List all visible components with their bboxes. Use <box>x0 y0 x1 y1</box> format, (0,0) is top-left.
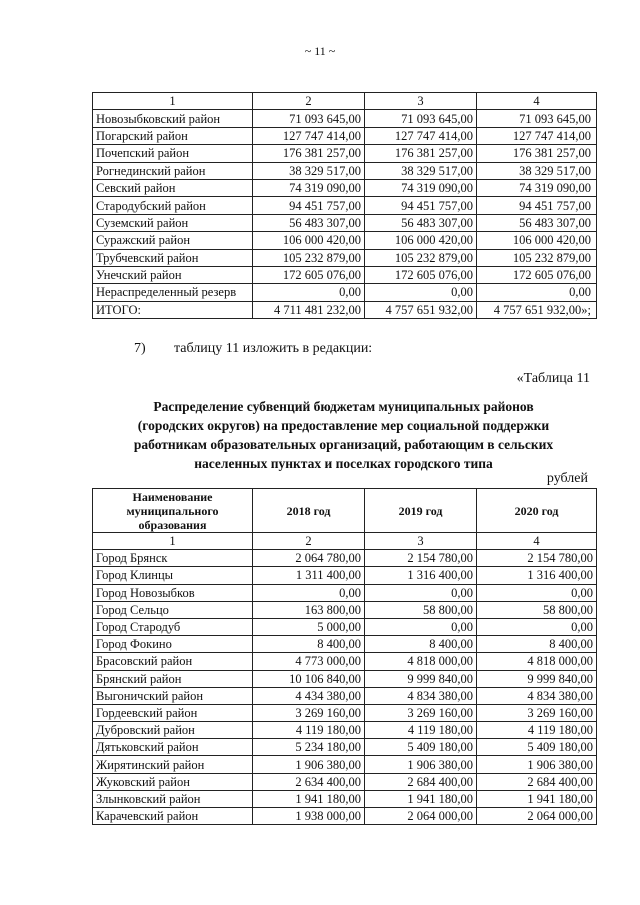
amount-cell: 58 800,00 <box>365 601 477 618</box>
amount-cell: 4 434 380,00 <box>253 687 365 704</box>
municipality-name: Выгоничский район <box>93 687 253 704</box>
amount-cell: 2 154 780,00 <box>365 550 477 567</box>
table-row <box>93 687 597 704</box>
amount-cell: 1 906 380,00 <box>253 756 365 773</box>
header-cell: 2020 год <box>477 489 597 533</box>
column-number-row <box>93 93 597 110</box>
amount-cell: 94 451 757,00 <box>253 197 365 214</box>
municipality-name: Злынковский район <box>93 790 253 807</box>
municipality-name: Брянский район <box>93 670 253 687</box>
table-row <box>93 301 597 318</box>
municipality-name: Дубровский район <box>93 722 253 739</box>
table-row <box>93 704 597 721</box>
municipality-name: Жирятинский район <box>93 756 253 773</box>
amount-cell: 94 451 757,00 <box>477 197 597 214</box>
column-number-cell: 1 <box>93 533 253 550</box>
municipality-name: Город Сельцо <box>93 601 253 618</box>
amount-cell: 105 232 879,00 <box>365 249 477 266</box>
amount-cell: 0,00 <box>477 584 597 601</box>
table-title-line: населенных пунктах и поселках городского типа <box>194 456 493 471</box>
municipality-name: Город Клинцы <box>93 567 253 584</box>
municipality-name: Почепский район <box>93 145 253 162</box>
amount-cell: 4 711 481 232,00 <box>253 301 365 318</box>
table-row <box>93 214 597 231</box>
table-row <box>93 670 597 687</box>
table-title-line: работникам образовательных организаций, работающим в сельских <box>133 437 554 452</box>
amount-cell: 94 451 757,00 <box>365 197 477 214</box>
municipality-name: Стародубский район <box>93 197 253 214</box>
table-row <box>93 773 597 790</box>
continuation-table <box>92 92 597 319</box>
amount-cell: 106 000 420,00 <box>365 232 477 249</box>
amount-cell: 71 093 645,00 <box>477 110 597 127</box>
amount-cell: 1 316 400,00 <box>477 567 597 584</box>
units-label: рублей <box>546 471 588 486</box>
municipality-name: Карачевский район <box>93 808 253 825</box>
amount-cell: 1 316 400,00 <box>365 567 477 584</box>
municipality-name: Город Новозыбков <box>93 584 253 601</box>
page-number: ~ 11 ~ <box>304 44 336 58</box>
amount-cell: 9 999 840,00 <box>477 670 597 687</box>
amount-cell: 0,00 <box>365 584 477 601</box>
amount-cell: 5 234 180,00 <box>253 739 365 756</box>
amount-cell: 8 400,00 <box>253 636 365 653</box>
amount-cell: 5 409 180,00 <box>365 739 477 756</box>
amount-cell: 172 605 076,00 <box>365 266 477 283</box>
amount-cell: 1 906 380,00 <box>365 756 477 773</box>
municipality-name: Суземский район <box>93 214 253 231</box>
amount-cell: 2 064 000,00 <box>477 808 597 825</box>
amount-cell: 176 381 257,00 <box>477 145 597 162</box>
item-number: 7) <box>134 341 146 356</box>
subsidies-table <box>92 488 597 825</box>
table-row <box>93 739 597 756</box>
municipality-name: Город Стародуб <box>93 618 253 635</box>
column-number-cell: 2 <box>253 93 365 110</box>
table-row <box>93 550 597 567</box>
table-row <box>93 266 597 283</box>
amount-cell: 105 232 879,00 <box>477 249 597 266</box>
table-row <box>93 197 597 214</box>
header-cell: 2019 год <box>365 489 477 533</box>
amount-cell: 127 747 414,00 <box>365 127 477 144</box>
amount-cell: 0,00 <box>477 284 597 301</box>
amount-cell: 4 773 000,00 <box>253 653 365 670</box>
amount-cell: 71 093 645,00 <box>365 110 477 127</box>
amount-cell: 127 747 414,00 <box>253 127 365 144</box>
column-number-cell: 3 <box>365 93 477 110</box>
amount-cell: 4 834 380,00 <box>477 687 597 704</box>
amount-cell: 8 400,00 <box>365 636 477 653</box>
municipality-name: Город Фокино <box>93 636 253 653</box>
amount-cell: 1 941 180,00 <box>477 790 597 807</box>
municipality-name: ИТОГО: <box>93 301 253 318</box>
municipality-name: Унечский район <box>93 266 253 283</box>
amount-cell: 2 684 400,00 <box>365 773 477 790</box>
column-number-cell: 1 <box>93 93 253 110</box>
amount-cell: 2 064 780,00 <box>253 550 365 567</box>
amount-cell: 8 400,00 <box>477 636 597 653</box>
table-row <box>93 636 597 653</box>
amount-cell: 172 605 076,00 <box>477 266 597 283</box>
amount-cell: 74 319 090,00 <box>253 179 365 196</box>
table-row <box>93 601 597 618</box>
amount-cell: 38 329 517,00 <box>365 162 477 179</box>
amount-cell: 56 483 307,00 <box>365 214 477 231</box>
table-row <box>93 110 597 127</box>
amount-cell: 38 329 517,00 <box>253 162 365 179</box>
table-row <box>93 232 597 249</box>
column-number-cell: 2 <box>253 533 365 550</box>
table-title-line: Распределение субвенций бюджетам муниципальных районов <box>153 399 534 414</box>
column-number-row <box>93 533 597 550</box>
amount-cell: 106 000 420,00 <box>253 232 365 249</box>
amount-cell: 3 269 160,00 <box>365 704 477 721</box>
table-row <box>93 808 597 825</box>
amount-cell: 4 119 180,00 <box>365 722 477 739</box>
table-row <box>93 722 597 739</box>
amount-cell: 0,00 <box>365 284 477 301</box>
column-number-cell: 4 <box>477 93 597 110</box>
amount-cell: 1 906 380,00 <box>477 756 597 773</box>
municipality-name: Рогнединский район <box>93 162 253 179</box>
amount-cell: 2 684 400,00 <box>477 773 597 790</box>
municipality-name: Жуковский район <box>93 773 253 790</box>
amount-cell: 176 381 257,00 <box>365 145 477 162</box>
table-row <box>93 618 597 635</box>
amount-cell: 1 311 400,00 <box>253 567 365 584</box>
municipality-name: Новозыбковский район <box>93 110 253 127</box>
municipality-name: Брасовский район <box>93 653 253 670</box>
amount-cell: 105 232 879,00 <box>253 249 365 266</box>
municipality-name: Суражский район <box>93 232 253 249</box>
table-row <box>93 249 597 266</box>
item-text: таблицу 11 изложить в редакции: <box>174 341 373 356</box>
table-row <box>93 145 597 162</box>
amount-cell: 56 483 307,00 <box>253 214 365 231</box>
amount-cell: 74 319 090,00 <box>365 179 477 196</box>
table-title-line: (городских округов) на предоставление мер социальной поддержки <box>137 418 550 433</box>
table-label: «Таблица 11 <box>516 371 590 386</box>
table-row <box>93 756 597 773</box>
amount-cell: 56 483 307,00 <box>477 214 597 231</box>
amount-cell: 127 747 414,00 <box>477 127 597 144</box>
header-cell: 2018 год <box>253 489 365 533</box>
municipality-name: Трубчевский район <box>93 249 253 266</box>
municipality-name: Севский район <box>93 179 253 196</box>
amount-cell: 9 999 840,00 <box>365 670 477 687</box>
amount-cell: 4 757 651 932,00 <box>365 301 477 318</box>
amount-cell: 1 941 180,00 <box>253 790 365 807</box>
amount-cell: 4 818 000,00 <box>477 653 597 670</box>
table-row <box>93 127 597 144</box>
table-row <box>93 653 597 670</box>
table-header-row <box>93 489 597 533</box>
amount-cell: 0,00 <box>253 584 365 601</box>
table-row <box>93 162 597 179</box>
amount-cell: 10 106 840,00 <box>253 670 365 687</box>
column-number-cell: 4 <box>477 533 597 550</box>
amount-cell: 3 269 160,00 <box>253 704 365 721</box>
amount-cell: 0,00 <box>477 618 597 635</box>
amount-cell: 2 154 780,00 <box>477 550 597 567</box>
amount-cell: 5 000,00 <box>253 618 365 635</box>
amount-cell: 5 409 180,00 <box>477 739 597 756</box>
amount-cell: 106 000 420,00 <box>477 232 597 249</box>
municipality-name: Гордеевский район <box>93 704 253 721</box>
amount-cell: 38 329 517,00 <box>477 162 597 179</box>
amount-cell: 1 938 000,00 <box>253 808 365 825</box>
amount-cell: 4 119 180,00 <box>253 722 365 739</box>
table-row <box>93 284 597 301</box>
amount-cell: 4 119 180,00 <box>477 722 597 739</box>
table-title <box>92 397 595 473</box>
column-number-cell: 3 <box>365 533 477 550</box>
amount-cell: 0,00 <box>253 284 365 301</box>
amount-cell: 74 319 090,00 <box>477 179 597 196</box>
table-row <box>93 567 597 584</box>
amount-cell: 0,00 <box>365 618 477 635</box>
municipality-name: Погарский район <box>93 127 253 144</box>
amount-cell: 163 800,00 <box>253 601 365 618</box>
amount-cell: 3 269 160,00 <box>477 704 597 721</box>
amount-cell: 4 757 651 932,00»; <box>477 301 597 318</box>
amount-cell: 4 834 380,00 <box>365 687 477 704</box>
table-row <box>93 790 597 807</box>
municipality-name: Город Брянск <box>93 550 253 567</box>
amount-cell: 176 381 257,00 <box>253 145 365 162</box>
municipality-name: Дятьковский район <box>93 739 253 756</box>
header-cell: Наименование муниципального образования <box>93 489 253 533</box>
table-row <box>93 179 597 196</box>
amount-cell: 2 064 000,00 <box>365 808 477 825</box>
amount-cell: 172 605 076,00 <box>253 266 365 283</box>
amount-cell: 71 093 645,00 <box>253 110 365 127</box>
amount-cell: 58 800,00 <box>477 601 597 618</box>
amount-cell: 1 941 180,00 <box>365 790 477 807</box>
municipality-name: Нераспределенный резерв <box>93 284 253 301</box>
amount-cell: 4 818 000,00 <box>365 653 477 670</box>
table-row <box>93 584 597 601</box>
amount-cell: 2 634 400,00 <box>253 773 365 790</box>
